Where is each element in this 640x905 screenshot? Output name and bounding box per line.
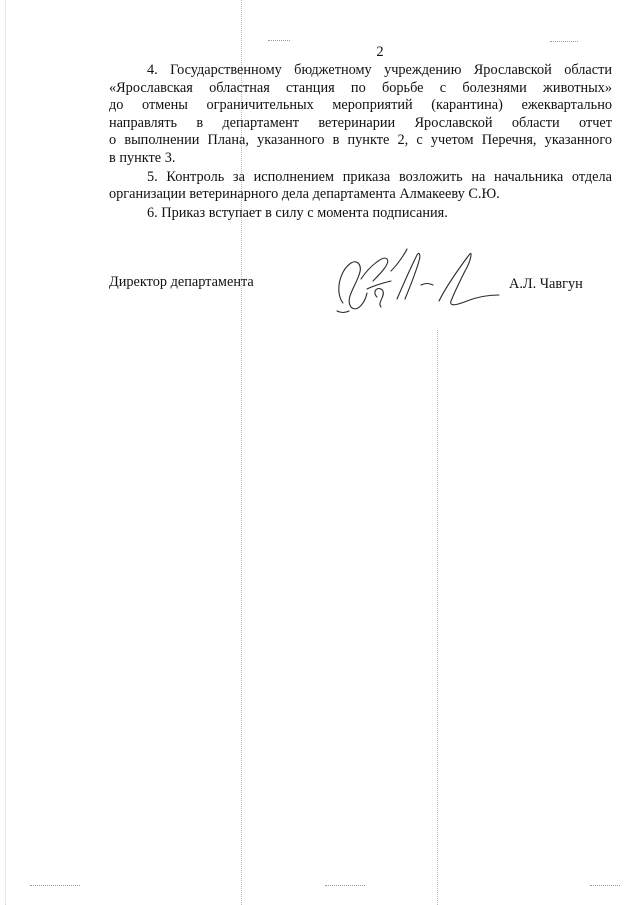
text-line: направлять в департамент ветеринарии Ярославской области отчет xyxy=(109,114,612,131)
paragraph-5 xyxy=(109,169,612,204)
text-line: «Ярославская областная станция по борьбе с болезнями животных» xyxy=(109,79,612,96)
document-body xyxy=(109,62,612,223)
text-line: в пункте 3. xyxy=(109,149,176,166)
page-number: 2 xyxy=(376,44,384,60)
scan-artifact-mark xyxy=(325,885,365,886)
scan-artifact-line xyxy=(437,330,438,905)
signature-block xyxy=(109,241,612,321)
text-line: до отмены ограничительных мероприятий (карантина) ежеквартально xyxy=(109,97,612,114)
signatory-title: Директор департамента xyxy=(109,274,254,290)
paragraph-4 xyxy=(109,62,612,168)
text-line: организации ветеринарного дела департамента Алмакееву С.Ю. xyxy=(109,186,500,203)
text-line: о выполнении Плана, указанного в пункте 2, с учетом Перечня, указанного xyxy=(109,132,612,149)
scan-artifact-mark xyxy=(268,40,290,41)
handwritten-signature xyxy=(321,241,506,321)
text-line: 6. Приказ вступает в силу с момента подписания. xyxy=(147,204,448,221)
signatory-name: А.Л. Чавгун xyxy=(509,276,583,292)
text-line: 5. Контроль за исполнением приказа возложить на начальника отдела xyxy=(147,168,612,185)
scan-artifact-line xyxy=(5,0,6,905)
scan-artifact-mark xyxy=(590,885,620,886)
scan-artifact-mark xyxy=(30,885,80,886)
paragraph-6 xyxy=(109,205,612,223)
text-line: 4. Государственному бюджетному учреждению Ярославской области xyxy=(147,62,612,78)
scan-artifact-mark xyxy=(550,41,578,42)
